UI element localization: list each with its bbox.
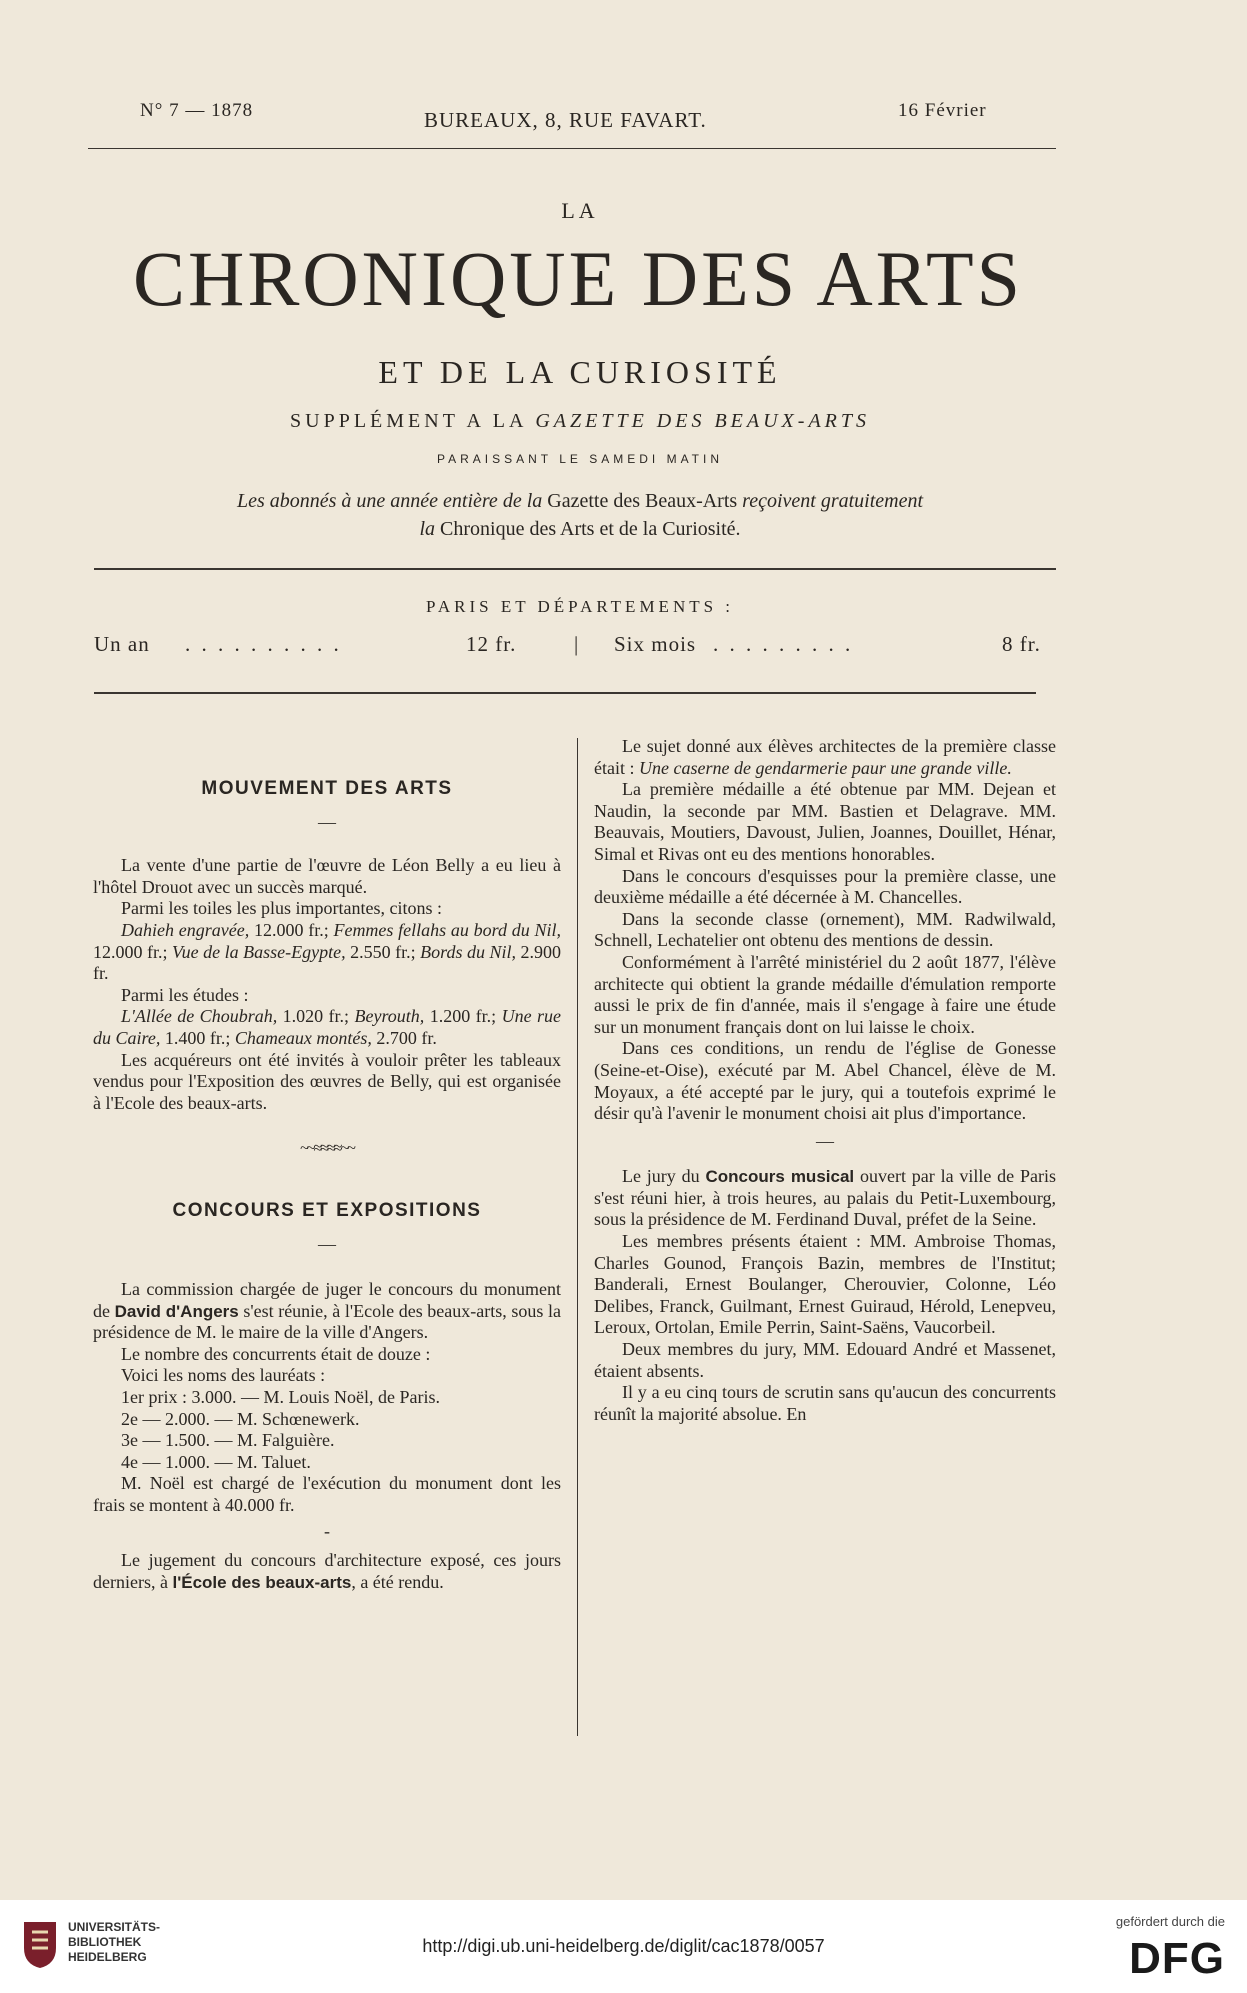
ornament-divider: ~~≈≈≈≈~~ [300,1140,354,1158]
heading-mouvement-des-arts: MOUVEMENT DES ARTS [201,778,453,799]
pricing-rule [94,692,1036,694]
frequency-line: PARAISSANT LE SAMEDI MATIN [436,452,724,466]
italic-run: Une caserne de gendarmerie paur une grande ville. [638,757,1012,778]
bold-name: Concours musical [705,1167,855,1187]
paragraph-toiles-list [93,920,561,985]
dash-separator: — [318,1233,336,1254]
heading-concours-expositions: CONCOURS ET EXPOSITIONS [172,1199,482,1221]
masthead-rule [94,568,1056,570]
artwork-price: 1.020 fr.; [277,1006,355,1027]
text-run: La commission chargée de juger le concours du monument de [93,1279,561,1321]
subscription-notice-1 [0,490,1160,513]
pricing-heading: PARIS ET DÉPARTEMENTS : [425,597,735,616]
paragraph-ornement: Dans la seconde classe (ornement), MM. Radwilwald, Schnell, Lechatelier ont obtenu des mentions de dessin. [594,908,1056,951]
paragraph-sujet [594,736,1056,779]
text-run: ouvert par la ville de Paris s'est réuni hier, à trois heures, au palais du Petit-Luxembourg, sous la présidence de M. Ferdinand Duval, préfet de la Seine. [594,1166,1056,1230]
paragraph-belly-sale: La vente d'une partie de l'œuvre de Léon Belly a eu lieu à l'hôtel Drouot avec un succès marqué. [93,855,561,897]
artwork-price: 2.900 fr. [93,941,562,984]
price-half-label: Six mois [614,632,697,656]
paragraph-jugement [93,1550,561,1593]
price-half-value: 8 fr. [1002,632,1041,656]
notice-2a: la [419,518,441,540]
prize-2: 2e — 2.000. — M. Schœnewerk. [121,1408,360,1429]
dfg-logo: DFG [1129,1934,1225,1983]
dash-separator: — [318,811,336,832]
price-year-value: 12 fr. [466,632,517,656]
uni-line: BIBLIOTHEK [68,1935,142,1949]
digital-library-url[interactable]: http://digi.ub.uni-heidelberg.de/diglit/cac1878/0057 [422,1936,825,1956]
paragraph-concurrents: Le nombre des concurrents était de douze : [121,1343,431,1364]
artwork-price: 2.550 fr.; [345,941,421,962]
subscription-notice-2 [0,518,1160,541]
artwork-title: Beyrouth, [354,1006,425,1027]
paragraph-scrutin: Il y a eu cinq tours de scrutin sans qu'aucun des concurrents réunît la majorité absolue. En [594,1382,1056,1424]
masthead-la: LA [561,198,599,223]
artwork-price: 12.000 fr.; [249,919,334,940]
notice-1c: reçoivent gratuitement [737,490,924,512]
supplement-line [0,410,1160,433]
dash-separator: — [816,1130,834,1151]
masthead-title: CHRONIQUE DES ARTS [132,235,1024,322]
text-run: , a été rendu. [351,1571,444,1592]
supplement-gazette: GAZETTE DES BEAUX-ARTS [535,410,870,432]
artwork-title: Dahieh engravée, [121,919,250,940]
paragraph-toiles: Parmi les toiles les plus importantes, citons : [121,898,442,919]
text-run: s'est réunie, à l'Ecole des beaux-arts, sous la présidence de M. le maire de la ville d'Angers. [93,1300,561,1343]
artwork-price: 2.700 fr. [371,1027,437,1048]
right-column [594,736,1056,1425]
paragraph-laureats: Voici les noms des lauréats : [121,1365,326,1386]
paragraph-concours-musical [594,1166,1056,1231]
issue-number: N° 7 — 1878 [140,100,254,121]
prize-3: 3e — 1.500. — M. Falguière. [121,1430,335,1451]
paragraph-membres: Les membres présents étaient : MM. Ambroise Thomas, Charles Gounod, François Bazin, membres de l'Institut; Banderali, Ernest Boulanger, Cherouvier, Colonne, Léo Delibes, Franck, Guilmant, Ernest Guiraud, Hérold, Lenepveu, Leroux, Ortolan, Emile Perrin, Saint-Saëns, Vaucorbeil. [594,1231,1056,1338]
prize-4: 4e — 1.000. — M. Taluet. [121,1451,311,1472]
paragraph-arrete: Conformément à l'arrêté ministériel du 2 août 1877, l'élève architecte qui obtient la grande médaille d'émulation remporte aussi le prix de fin d'année, mais il s'engage à faire une étude sur un monument français dont on lui laisse le choix. [594,951,1056,1037]
artwork-price: 1.400 fr.; [160,1027,235,1048]
supplement-prefix: SUPPLÉMENT A LA [290,410,536,432]
price-half-dots: . . . . . . . . . [713,632,854,656]
notice-2b: Chronique des Arts et de la Curiosité. [440,518,741,540]
artwork-title: Vue de la Basse-Egypte, [172,941,346,962]
digitization-footer [0,1900,1247,1993]
issue-date: 16 Février [898,100,987,121]
paragraph-absents: Deux membres du jury, MM. Edouard André et Massenet, étaient absents. [594,1339,1056,1381]
paragraph-commission [93,1279,561,1344]
left-column [93,740,561,1593]
artwork-title: Femmes fellahs au bord du Nil, [333,919,562,940]
artwork-title: L'Allée de Choubrah, [121,1006,278,1027]
dash-separator: - [324,1520,330,1541]
paragraph-etudes: Parmi les études : [121,984,249,1005]
artwork-price: 1.200 fr.; [424,1006,502,1027]
uni-line: HEIDELBERG [68,1950,147,1964]
artwork-title: Chameaux montés, [234,1027,372,1048]
bold-name: l'École des beaux-arts [172,1572,352,1592]
paragraph-noel: M. Noël est chargé de l'exécution du monument dont les frais se montent à 40.000 fr. [93,1473,561,1516]
paragraph-acquereurs: Les acquéreurs ont été invités à vouloir prêter les tableaux vendus pour l'Exposition des œuvres de Belly, qui est organisée à l'Ecole des beaux-arts. [93,1049,561,1113]
office-address: BUREAUX, 8, RUE FAVART. [424,108,707,132]
prize-1: 1er prix : 3.000. — M. Louis Noël, de Paris. [121,1387,440,1408]
artwork-title: Bords du Nil, [420,941,517,962]
bold-name: David d'Angers [114,1301,239,1321]
price-separator: | [574,632,580,656]
paragraph-esquisses: Dans le concours d'esquisses pour la première classe, une deuxième médaille a été décernée à M. Chancelles. [594,865,1056,908]
paragraph-etudes-list [93,1006,561,1049]
column-divider [577,738,578,1736]
masthead-subtitle: ET DE LA CURIOSITÉ [378,354,782,390]
funding-note: gefördert durch die [1115,1914,1225,1929]
price-year-dots: . . . . . . . . . . [185,632,342,656]
paragraph-gonesse: Dans ces conditions, un rendu de l'église de Gonesse (Seine-et-Oise), exécuté par M. Abel Chancel, élève de M. Moyaux, a été accepté par le jury, qui a toutefois exprimé le désir qu'à l'avenir le monument choisi ait plus d'importance. [594,1038,1056,1124]
price-year-label: Un an [94,632,150,656]
notice-1a: Les abonnés à une année entière de la [236,490,548,512]
header-rule [88,148,1056,149]
uni-line: UNIVERSITÄTS- [68,1920,161,1934]
notice-1b: Gazette des Beaux-Arts [547,490,738,512]
paragraph-medailles: La première médaille a été obtenue par MM. Dejean et Naudin, la seconde par MM. Bastien et Delagrave. MM. Beauvais, Moutiers, Davoust, Julien, Joannes, Douillet, Hénar, Simal et Rivas ont eu des mentions honorables. [594,779,1056,864]
artwork-price: 12.000 fr.; [93,941,173,962]
text-run: Le jugement du concours d'architecture exposé, ces jours derniers, à [93,1550,561,1592]
text-run: Le jury du [622,1166,706,1187]
text-run: Le sujet donné aux élèves architectes de la première classe était : [594,736,1056,778]
artwork-title: Une rue du Caire, [93,1006,562,1048]
